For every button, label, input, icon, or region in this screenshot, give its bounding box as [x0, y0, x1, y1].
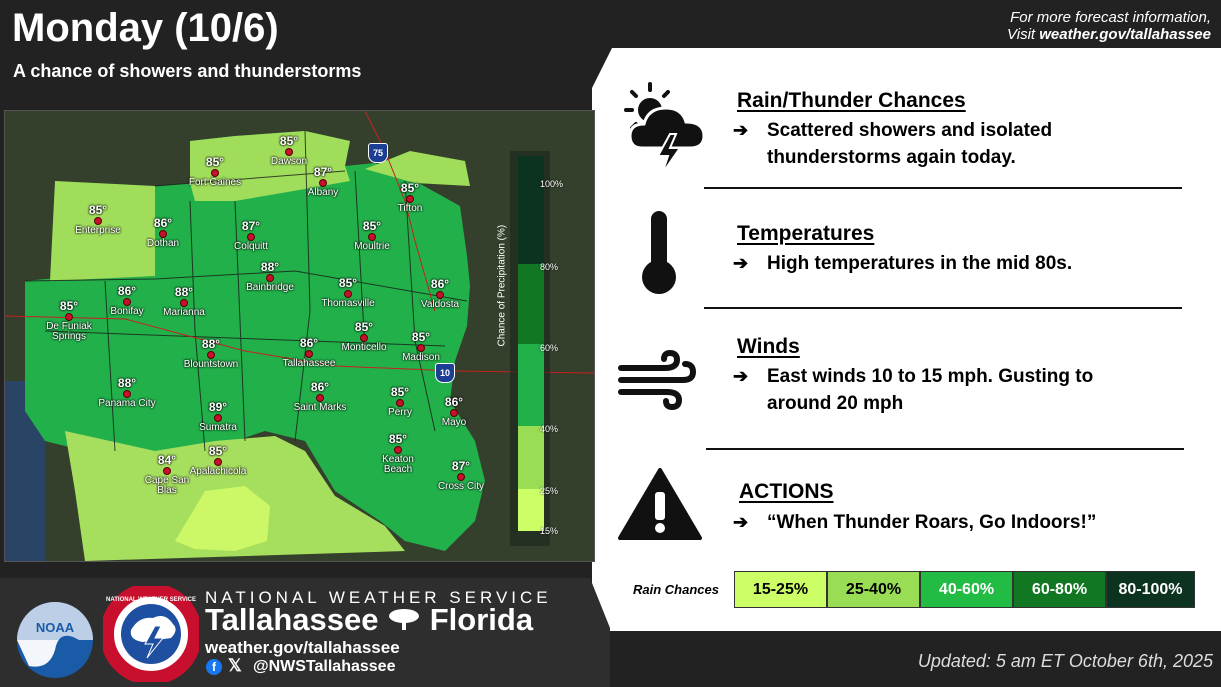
city-temperature: 85° — [362, 219, 382, 233]
section-text-winds: East winds 10 to 15 mph. Gusting to around 20 mph — [767, 366, 1094, 414]
rain-chance-chip: 40-60% — [920, 571, 1013, 608]
page-title: Monday (10/6) — [12, 6, 279, 50]
city-temperature: 85° — [400, 181, 420, 195]
city-name: Monticello — [341, 342, 387, 353]
city-marker-dot — [211, 169, 219, 177]
section-text-rain: Scattered showers and isolated thunderstorms again today. — [767, 120, 1053, 168]
city-temperature: 86° — [430, 277, 450, 291]
city-marker-dot — [65, 313, 73, 321]
city-marker-dot — [368, 233, 376, 241]
city-temperature: 85° — [208, 444, 228, 458]
city-name: Dothan — [146, 238, 180, 249]
section-text-actions: “When Thunder Roars, Go Indoors!” — [767, 512, 1097, 533]
city-marker-dot — [285, 148, 293, 156]
city-marker-dot — [94, 217, 102, 225]
city-temperature: 85° — [59, 299, 79, 313]
nws-seal-logo — [103, 586, 199, 682]
city-name: Saint Marks — [293, 402, 347, 413]
info-line-2 — [1007, 26, 1211, 43]
tree-icon — [387, 604, 421, 640]
x-icon[interactable]: 𝕏 — [228, 656, 242, 675]
info-line-1: For more forecast information, — [1010, 9, 1211, 26]
city-temperature: 85° — [205, 155, 225, 169]
city-marker-dot — [159, 230, 167, 238]
section-title-temperatures: Temperatures — [737, 222, 875, 245]
city-temperature: 84° — [157, 453, 177, 467]
city-name: Thomasville — [321, 298, 375, 309]
city-temperature: 85° — [338, 276, 358, 290]
city-marker-dot — [457, 473, 465, 481]
city-name: Albany — [307, 187, 339, 198]
city-temperature: 85° — [88, 203, 108, 217]
legend-tick: 40% — [540, 424, 559, 434]
city-name: Bainbridge — [246, 282, 294, 293]
legend-tick: 60% — [540, 343, 559, 353]
city-name: Mayo — [441, 417, 467, 428]
city-name: Dawson — [270, 156, 308, 167]
city-temperature: 88° — [201, 337, 221, 351]
arrow-icon: ➔ — [733, 253, 749, 273]
office-name — [205, 602, 533, 640]
footer-website-link[interactable]: weather.gov/tallahassee — [205, 638, 400, 657]
agency-name: NATIONAL WEATHER SERVICE — [205, 588, 552, 607]
rain-chance-chip: 80-100% — [1106, 571, 1195, 608]
city-name: Moultrie — [354, 241, 390, 252]
city-temperature: 85° — [388, 432, 408, 446]
city-marker-dot — [417, 344, 425, 352]
city-marker-dot — [247, 233, 255, 241]
updated-timestamp: Updated: 5 am ET October 6th, 2025 — [917, 651, 1213, 671]
city-name: Colquitt — [234, 241, 268, 252]
legend-tick: 15% — [540, 526, 559, 536]
city-marker-dot — [394, 446, 402, 454]
city-marker-dot — [214, 458, 222, 466]
city-name: Bonifay — [110, 306, 144, 317]
city-marker-dot — [316, 394, 324, 402]
city-name: Fort Gaines — [188, 177, 242, 188]
arrow-icon: ➔ — [733, 512, 749, 532]
page-subtitle: A chance of showers and thunderstorms — [13, 61, 362, 81]
rain-chance-chip: 15-25% — [734, 571, 827, 608]
city-name: Keaton Beach — [382, 454, 414, 475]
city-marker-dot — [344, 290, 352, 298]
city-name: Tifton — [397, 203, 423, 214]
interstate-75-shield: 75 — [368, 143, 388, 163]
rain-chance-chip: 60-80% — [1013, 571, 1106, 608]
facebook-icon[interactable]: f — [206, 659, 222, 675]
forecast-map — [4, 110, 595, 562]
city-marker-dot — [305, 350, 313, 358]
divider — [706, 448, 1184, 450]
city-name: Valdosta — [420, 299, 460, 310]
section-title-winds: Winds — [737, 335, 800, 358]
city-temperature: 86° — [117, 284, 137, 298]
city-temperature: 87° — [313, 165, 333, 179]
city-temperature: 85° — [390, 385, 410, 399]
city-temperature: 87° — [241, 219, 261, 233]
office-state: Florida — [429, 602, 534, 637]
city-name: Panama City — [98, 398, 156, 409]
city-temperature: 88° — [260, 260, 280, 274]
rain-chance-chip: 25-40% — [827, 571, 920, 608]
city-temperature: 85° — [279, 134, 299, 148]
city-name: Blountstown — [183, 359, 239, 370]
city-temperature: 88° — [117, 376, 137, 390]
social-handle[interactable]: @NWSTallahassee — [253, 658, 396, 675]
city-marker-dot — [360, 334, 368, 342]
warning-icon — [618, 466, 702, 542]
city-name: De Funiak Springs — [46, 321, 92, 342]
rain-chances-label: Rain Chances — [633, 582, 719, 597]
thermometer-icon — [637, 207, 682, 297]
city-marker-dot — [123, 298, 131, 306]
city-temperature: 89° — [208, 400, 228, 414]
city-temperature: 87° — [451, 459, 471, 473]
city-marker-dot — [436, 291, 444, 299]
city-marker-dot — [163, 467, 171, 475]
info-prefix: Visit — [1007, 26, 1040, 43]
section-title-actions: ACTIONS — [739, 480, 834, 503]
noaa-logo — [9, 600, 101, 680]
thunderstorm-icon — [612, 80, 710, 176]
city-name: Marianna — [163, 307, 205, 318]
wind-icon — [617, 350, 697, 410]
legend-tick: 80% — [540, 262, 559, 272]
city-name: Madison — [402, 352, 440, 363]
arrow-icon: ➔ — [733, 366, 749, 386]
city-marker-dot — [214, 414, 222, 422]
city-temperature: 86° — [444, 395, 464, 409]
city-name: Cape San Blas — [144, 475, 190, 496]
office-city: Tallahassee — [205, 602, 379, 637]
city-marker-dot — [396, 399, 404, 407]
city-marker-dot — [123, 390, 131, 398]
city-marker-dot — [180, 299, 188, 307]
city-name: Enterprise — [75, 225, 121, 236]
city-temperature: 86° — [310, 380, 330, 394]
city-marker-dot — [266, 274, 274, 282]
city-marker-dot — [319, 179, 327, 187]
city-temperature: 85° — [354, 320, 374, 334]
legend-tick: 25% — [540, 486, 559, 496]
section-title-rain: Rain/Thunder Chances — [737, 89, 966, 112]
interstate-10-shield: 10 — [435, 363, 455, 383]
divider — [704, 307, 1182, 309]
svg-text:NOAA: NOAA — [35, 620, 75, 635]
section-text-temperatures: High temperatures in the mid 80s. — [767, 253, 1073, 274]
city-name: Tallahassee — [282, 358, 336, 369]
city-name: Apalachicola — [189, 466, 247, 477]
forecast-info — [1007, 9, 1211, 43]
arrow-icon: ➔ — [733, 120, 749, 140]
city-temperature: 85° — [411, 330, 431, 344]
svg-text:NATIONAL WEATHER SERVICE: NATIONAL WEATHER SERVICE — [106, 597, 196, 603]
city-name: Cross City — [437, 481, 485, 492]
divider — [704, 187, 1182, 189]
city-marker-dot — [207, 351, 215, 359]
city-name: Sumatra — [199, 422, 237, 433]
city-temperature: 86° — [299, 336, 319, 350]
info-link[interactable]: weather.gov/tallahassee — [1039, 26, 1211, 43]
city-name: Perry — [388, 407, 412, 418]
city-marker-dot — [450, 409, 458, 417]
city-temperature: 88° — [174, 285, 194, 299]
city-marker-dot — [406, 195, 414, 203]
legend-tick: 100% — [540, 179, 564, 189]
city-temperature: 86° — [153, 216, 173, 230]
